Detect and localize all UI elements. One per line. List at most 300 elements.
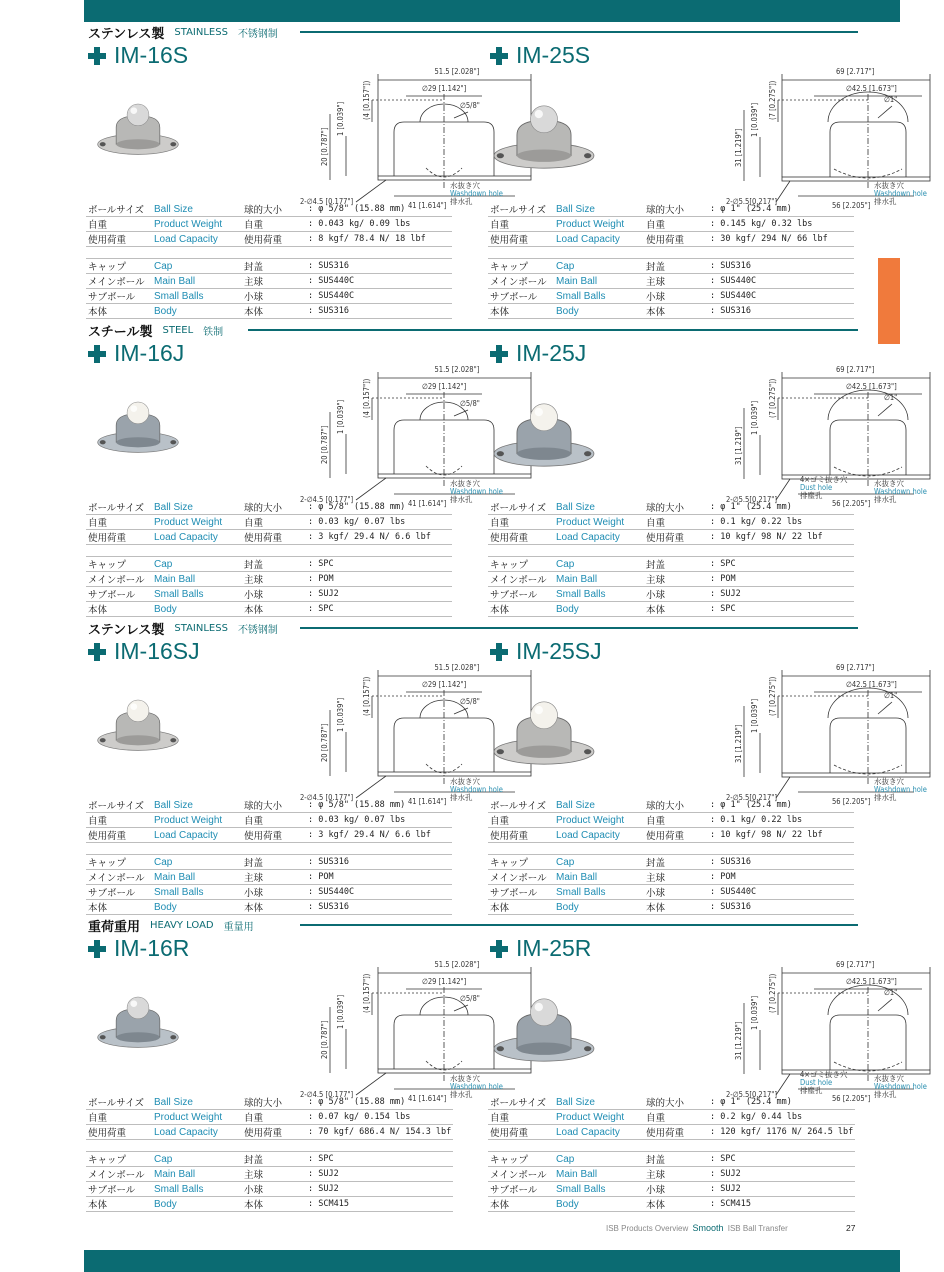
spec-row [86, 259, 452, 274]
spec-label-en: Product Weight [554, 217, 644, 232]
spec-row [488, 885, 854, 900]
spec-gap [488, 545, 854, 557]
spec-row [488, 870, 854, 885]
spec-label-jp: 本体 [86, 1197, 152, 1212]
spec-gap-cell [86, 843, 452, 855]
spec-label-en: Body [152, 1197, 242, 1212]
spec-value: : SUS316 [306, 259, 452, 274]
spec-gap [488, 1140, 855, 1152]
spec-label-jp: サブボール [488, 587, 554, 602]
dim-mount-holes: 2-∅5.5[0.217"] [726, 793, 778, 802]
cross-icon [490, 643, 508, 661]
spec-row [86, 855, 452, 870]
spec-label-cn: 封盖 [644, 557, 708, 572]
spec-label-jp: メインボール [488, 274, 554, 289]
spec-row [488, 813, 854, 828]
washdown-hole-cn: 排水孔 [450, 495, 473, 504]
spec-value: : 30 kgf/ 294 N/ 66 lbf [708, 232, 854, 247]
spec-row [488, 232, 854, 247]
spec-label-jp: 使用荷重 [86, 828, 152, 843]
dim-hole-pitch: 41 [1.614"] [408, 499, 447, 508]
spec-gap-cell [488, 1140, 855, 1152]
spec-label-en: Ball Size [554, 1095, 644, 1110]
spec-value: : SPC [306, 1152, 453, 1167]
washdown-hole-cn: 排水孔 [874, 1090, 897, 1099]
spec-label-cn: 封盖 [242, 855, 306, 870]
spec-value: : SUJ2 [306, 587, 452, 602]
spec-label-en: Load Capacity [554, 530, 644, 545]
dim-width: 69 [2.717"] [836, 663, 875, 672]
spec-gap [488, 247, 854, 259]
spec-label-cn: 封盖 [644, 1152, 708, 1167]
section-title-cn: 不锈钢制 [237, 28, 278, 40]
dim-thickness: 1 [0.039"] [750, 102, 759, 137]
dim-hole-pitch: 41 [1.614"] [408, 1094, 447, 1103]
spec-label-jp: 本体 [488, 602, 554, 617]
spec-row [86, 274, 452, 289]
ball-transfer-image [492, 88, 596, 188]
product-title [88, 340, 184, 367]
dim-thickness: 1 [0.039"] [750, 400, 759, 435]
spec-label-cn: 球的大小 [644, 1095, 708, 1110]
spec-label-jp: 使用荷重 [86, 1125, 152, 1140]
spec-value: : 10 kgf/ 98 N/ 22 lbf [708, 828, 854, 843]
spec-label-en: Cap [152, 259, 242, 274]
spec-label-cn: 自重 [644, 1110, 708, 1125]
spec-label-jp: 本体 [488, 900, 554, 915]
spec-value: : SUS316 [708, 259, 854, 274]
spec-value: : SPC [306, 557, 452, 572]
spec-label-jp: 本体 [86, 602, 152, 617]
spec-row [86, 885, 452, 900]
section-title-en: STAINLESS [174, 26, 228, 38]
spec-label-cn: 自重 [644, 515, 708, 530]
spec-label-jp: サブボール [86, 587, 152, 602]
spec-label-en: Small Balls [554, 289, 644, 304]
dim-cup-diameter: ∅42.5 [1.673"] [846, 680, 897, 689]
spec-label-jp: 自重 [86, 813, 152, 828]
dim-height: 31 [1.219"] [734, 128, 743, 167]
spec-row [488, 515, 854, 530]
spec-label-cn: 自重 [644, 217, 708, 232]
spec-label-cn: 主球 [644, 572, 708, 587]
spec-label-en: Load Capacity [152, 530, 242, 545]
spec-value: : φ 1" (25.4 mm) [708, 798, 854, 813]
spec-row [488, 1182, 855, 1197]
spec-row [488, 1125, 855, 1140]
spec-label-jp: メインボール [86, 274, 152, 289]
product-photo [492, 386, 596, 486]
spec-gap-cell [488, 843, 854, 855]
spec-value: : SUS440C [306, 885, 452, 900]
dim-ball-diameter: ∅5/8" [460, 697, 480, 706]
spec-label-cn: 自重 [644, 813, 708, 828]
spec-label-jp: ボールサイズ [488, 798, 554, 813]
spec-label-en: Ball Size [152, 798, 242, 813]
spec-label-en: Main Ball [152, 1167, 242, 1182]
dim-thickness: 1 [0.039"] [336, 994, 345, 1029]
section-title-en: STEEL [162, 324, 194, 336]
spec-value: : SUJ2 [306, 1167, 453, 1182]
spec-row [86, 1125, 453, 1140]
dim-hole-pitch: 56 [2.205"] [832, 797, 871, 806]
spec-label-en: Product Weight [152, 515, 242, 530]
spec-label-en: Main Ball [554, 572, 644, 587]
spec-value: : SUS440C [306, 289, 452, 304]
washdown-hole-en: Washdown hole [450, 1082, 503, 1091]
section-header [88, 620, 278, 636]
dust-hole-cn: 排塵孔 [800, 1086, 823, 1095]
spec-table [86, 798, 452, 915]
washdown-hole-en: Washdown hole [874, 1082, 927, 1091]
spec-label-jp: 使用荷重 [488, 1125, 554, 1140]
spec-value: : φ 5/8" (15.88 mm) [306, 798, 452, 813]
washdown-hole-jp: 水抜き穴 [450, 1074, 480, 1083]
spec-label-en: Load Capacity [152, 232, 242, 247]
spec-row [488, 1197, 855, 1212]
spec-table [86, 202, 452, 319]
spec-row [488, 1152, 855, 1167]
section-title-cn: 重量用 [223, 921, 254, 933]
spec-label-jp: メインボール [86, 870, 152, 885]
spec-value: : φ 5/8" (15.88 mm) [306, 500, 452, 515]
dim-protrusion: (4 [0.157"]) [362, 676, 371, 716]
product-title [88, 935, 189, 962]
section-title-jp: ステンレス製 [88, 622, 165, 638]
washdown-hole-jp: 水抜き穴 [874, 777, 904, 786]
product-title [88, 42, 188, 69]
spec-label-cn: 使用荷重 [242, 828, 306, 843]
spec-label-jp: サブボール [86, 1182, 152, 1197]
washdown-hole-cn: 排水孔 [450, 1090, 473, 1099]
washdown-hole-en: Washdown hole [874, 189, 927, 198]
spec-label-cn: 本体 [644, 602, 708, 617]
spec-label-en: Product Weight [152, 1110, 242, 1125]
product-title [490, 935, 591, 962]
spec-label-en: Cap [152, 855, 242, 870]
product-photo [96, 688, 180, 764]
spec-label-cn: 使用荷重 [242, 1125, 306, 1140]
spec-row [86, 232, 452, 247]
cross-icon [88, 940, 106, 958]
spec-label-cn: 小球 [644, 885, 708, 900]
footer-catalog-title: ISB Products Overview [606, 1224, 689, 1233]
spec-label-jp: ボールサイズ [86, 202, 152, 217]
spec-label-jp: サブボール [488, 885, 554, 900]
spec-label-jp: 自重 [488, 217, 554, 232]
spec-label-cn: 主球 [242, 1167, 306, 1182]
spec-value: : SUS440C [708, 885, 854, 900]
section-title-jp: スチール製 [88, 324, 153, 340]
spec-label-en: Cap [554, 855, 644, 870]
dim-thickness: 1 [0.039"] [750, 698, 759, 733]
spec-label-cn: 球的大小 [242, 500, 306, 515]
dim-cup-diameter: ∅42.5 [1.673"] [846, 977, 897, 986]
spec-row [488, 1110, 855, 1125]
spec-label-en: Small Balls [554, 587, 644, 602]
section-title-cn: 不锈钢制 [237, 624, 278, 636]
ball-transfer-image [492, 981, 596, 1081]
spec-value: : 10 kgf/ 98 N/ 22 lbf [708, 530, 854, 545]
spec-row [86, 530, 452, 545]
spec-label-jp: メインボール [488, 572, 554, 587]
spec-label-en: Cap [152, 557, 242, 572]
bottom-color-bar [84, 1250, 900, 1272]
section-header [88, 322, 223, 338]
dim-thickness: 1 [0.039"] [750, 995, 759, 1030]
model-name: IM-25J [516, 340, 587, 366]
ball-transfer-image [96, 985, 180, 1061]
spec-row [488, 1095, 855, 1110]
washdown-hole-jp: 水抜き穴 [450, 181, 480, 190]
product-photo [492, 981, 596, 1081]
dim-protrusion: (7 [0.275"]) [768, 676, 777, 716]
spec-label-en: Small Balls [152, 885, 242, 900]
dim-mount-holes: 2-∅5.5[0.217"] [726, 1090, 778, 1099]
dim-mount-holes: 2-∅4.5 [0.177"] [300, 495, 354, 504]
ball-transfer-image [96, 688, 180, 764]
spec-label-en: Product Weight [554, 813, 644, 828]
dim-hole-pitch: 56 [2.205"] [832, 201, 871, 210]
dim-thickness: 1 [0.039"] [336, 697, 345, 732]
spec-table [488, 1095, 855, 1212]
spec-value: : SUJ2 [708, 587, 854, 602]
dim-protrusion: (7 [0.275"]) [768, 378, 777, 418]
spec-label-en: Small Balls [152, 289, 242, 304]
spec-gap-cell [86, 247, 452, 259]
spec-label-jp: キャップ [488, 259, 554, 274]
dim-protrusion: (4 [0.157"]) [362, 80, 371, 120]
spec-label-jp: キャップ [86, 855, 152, 870]
spec-row [86, 557, 452, 572]
spec-label-jp: 自重 [86, 1110, 152, 1125]
spec-label-en: Body [554, 602, 644, 617]
spec-label-en: Cap [554, 259, 644, 274]
spec-label-cn: 主球 [242, 572, 306, 587]
dust-hole-en: Dust hole [800, 1078, 833, 1087]
spec-label-en: Main Ball [152, 572, 242, 587]
footer-series-title: ISB Ball Transfer [727, 1224, 788, 1233]
spec-value: : SUJ2 [306, 1182, 453, 1197]
spec-label-en: Main Ball [554, 274, 644, 289]
spec-row [86, 304, 452, 319]
product-photo [492, 88, 596, 188]
spec-value: : 0.1 kg/ 0.22 lbs [708, 813, 854, 828]
section-title-en: STAINLESS [174, 622, 228, 634]
spec-value: : SUS316 [306, 855, 452, 870]
spec-row [488, 274, 854, 289]
dust-hole-en: Dust hole [800, 483, 833, 492]
spec-label-cn: 本体 [242, 900, 306, 915]
spec-label-en: Product Weight [152, 217, 242, 232]
spec-label-en: Load Capacity [554, 828, 644, 843]
product-photo [96, 92, 180, 168]
top-color-bar [84, 0, 900, 22]
spec-label-jp: 使用荷重 [488, 828, 554, 843]
spec-label-cn: 小球 [242, 289, 306, 304]
washdown-hole-en: Washdown hole [450, 487, 503, 496]
dim-mount-holes: 2-∅4.5 [0.177"] [300, 793, 354, 802]
spec-value: : POM [306, 870, 452, 885]
spec-label-jp: キャップ [488, 557, 554, 572]
spec-label-jp: 自重 [86, 217, 152, 232]
spec-value: : 8 kgf/ 78.4 N/ 18 lbf [306, 232, 452, 247]
spec-label-en: Ball Size [554, 798, 644, 813]
dust-hole-cn: 排塵孔 [800, 491, 823, 500]
section-header [88, 24, 278, 40]
washdown-hole-en: Washdown hole [874, 785, 927, 794]
spec-value: : SUJ2 [708, 1167, 855, 1182]
washdown-hole-jp: 水抜き穴 [874, 181, 904, 190]
product-title [490, 42, 590, 69]
ball-transfer-image [96, 92, 180, 168]
spec-row [86, 1182, 453, 1197]
spec-value: : SPC [306, 602, 452, 617]
washdown-hole-cn: 排水孔 [874, 197, 897, 206]
spec-label-cn: 使用荷重 [644, 530, 708, 545]
spec-label-en: Main Ball [152, 274, 242, 289]
spec-label-cn: 使用荷重 [242, 530, 306, 545]
section-header [88, 917, 254, 933]
spec-gap-cell [86, 1140, 453, 1152]
spec-label-cn: 小球 [644, 289, 708, 304]
spec-label-jp: キャップ [488, 1152, 554, 1167]
spec-label-en: Main Ball [152, 870, 242, 885]
spec-gap-cell [86, 545, 452, 557]
spec-label-cn: 小球 [242, 587, 306, 602]
spec-value: : SUS316 [306, 304, 452, 319]
spec-label-en: Cap [554, 557, 644, 572]
dim-width: 51.5 [2.028"] [434, 365, 480, 374]
spec-value: : SUS440C [708, 289, 854, 304]
dim-mount-holes: 2-∅4.5 [0.177"] [300, 1090, 354, 1099]
side-index-tab [878, 258, 900, 344]
spec-label-cn: 使用荷重 [644, 232, 708, 247]
spec-table [488, 202, 854, 319]
spec-row [488, 202, 854, 217]
washdown-hole-jp: 水抜き穴 [450, 777, 480, 786]
spec-label-cn: 小球 [242, 885, 306, 900]
dim-protrusion: (4 [0.157"]) [362, 378, 371, 418]
spec-value: : φ 1" (25.4 mm) [708, 500, 854, 515]
ball-transfer-image [492, 684, 596, 784]
spec-value: : 3 kgf/ 29.4 N/ 6.6 lbf [306, 828, 452, 843]
spec-label-jp: 自重 [86, 515, 152, 530]
spec-table [488, 500, 854, 617]
dim-height: 20 [0.787"] [320, 127, 329, 166]
dim-height: 20 [0.787"] [320, 723, 329, 762]
spec-label-cn: 本体 [242, 1197, 306, 1212]
spec-table [488, 798, 854, 915]
spec-label-en: Load Capacity [554, 1125, 644, 1140]
spec-row [488, 798, 854, 813]
dim-height: 20 [0.787"] [320, 425, 329, 464]
spec-value: : SUS440C [708, 274, 854, 289]
cross-icon [490, 345, 508, 363]
spec-label-en: Body [554, 304, 644, 319]
spec-label-en: Main Ball [554, 870, 644, 885]
spec-label-jp: 使用荷重 [86, 530, 152, 545]
spec-label-cn: 封盖 [644, 855, 708, 870]
spec-label-en: Ball Size [554, 202, 644, 217]
spec-row [86, 1167, 453, 1182]
spec-label-cn: 本体 [644, 304, 708, 319]
spec-label-jp: キャップ [488, 855, 554, 870]
spec-label-jp: サブボール [86, 289, 152, 304]
spec-row [86, 602, 452, 617]
spec-value: : 120 kgf/ 1176 N/ 264.5 lbf [708, 1125, 855, 1140]
spec-label-en: Small Balls [152, 587, 242, 602]
dust-hole-jp: 4×ゴミ抜き穴 [800, 475, 848, 484]
spec-label-jp: キャップ [86, 1152, 152, 1167]
spec-label-en: Body [152, 900, 242, 915]
spec-label-cn: 封盖 [644, 259, 708, 274]
spec-row [86, 813, 452, 828]
spec-label-jp: キャップ [86, 557, 152, 572]
spec-label-en: Ball Size [152, 500, 242, 515]
spec-label-en: Body [554, 900, 644, 915]
spec-row [86, 828, 452, 843]
dim-mount-holes: 2-∅5.5[0.217"] [726, 495, 778, 504]
spec-row [488, 557, 854, 572]
spec-value: : 0.1 kg/ 0.22 lbs [708, 515, 854, 530]
spec-label-cn: 球的大小 [644, 202, 708, 217]
dim-mount-holes: 2-∅5.5[0.217"] [726, 197, 778, 206]
spec-label-en: Body [554, 1197, 644, 1212]
washdown-hole-jp: 水抜き穴 [874, 1074, 904, 1083]
model-name: IM-25SJ [516, 638, 602, 664]
spec-gap [488, 843, 854, 855]
spec-label-jp: サブボール [488, 289, 554, 304]
spec-label-cn: 球的大小 [242, 1095, 306, 1110]
washdown-hole-en: Washdown hole [874, 487, 927, 496]
dim-ball-diameter: ∅1" [884, 95, 898, 104]
dim-hole-pitch: 41 [1.614"] [408, 797, 447, 806]
spec-label-cn: 小球 [644, 587, 708, 602]
spec-label-jp: 本体 [86, 900, 152, 915]
spec-label-jp: ボールサイズ [488, 500, 554, 515]
product-photo [96, 390, 180, 466]
spec-label-jp: 使用荷重 [488, 530, 554, 545]
spec-row [86, 870, 452, 885]
spec-label-en: Ball Size [554, 500, 644, 515]
spec-value: : SPC [708, 1152, 855, 1167]
spec-row [488, 828, 854, 843]
spec-label-jp: 自重 [488, 813, 554, 828]
cross-icon [88, 47, 106, 65]
section-title-en: HEAVY LOAD [150, 919, 214, 931]
spec-value: : φ 1" (25.4 mm) [708, 1095, 855, 1110]
spec-value: : SCM415 [708, 1197, 855, 1212]
dim-height: 31 [1.219"] [734, 426, 743, 465]
spec-label-en: Body [152, 602, 242, 617]
dim-hole-pitch: 56 [2.205"] [832, 499, 871, 508]
dim-ball-diameter: ∅5/8" [460, 399, 480, 408]
spec-label-jp: ボールサイズ [86, 500, 152, 515]
spec-row [86, 289, 452, 304]
product-title [490, 340, 586, 367]
spec-label-jp: サブボール [488, 1182, 554, 1197]
dim-hole-pitch: 41 [1.614"] [408, 201, 447, 210]
model-name: IM-16R [114, 935, 190, 961]
page-footer [606, 1223, 788, 1233]
spec-value: : 0.07 kg/ 0.154 lbs [306, 1110, 453, 1125]
spec-label-cn: 球的大小 [242, 202, 306, 217]
product-photo [492, 684, 596, 784]
dim-ball-diameter: ∅5/8" [460, 101, 480, 110]
spec-label-cn: 本体 [644, 1197, 708, 1212]
spec-label-cn: 自重 [242, 217, 306, 232]
